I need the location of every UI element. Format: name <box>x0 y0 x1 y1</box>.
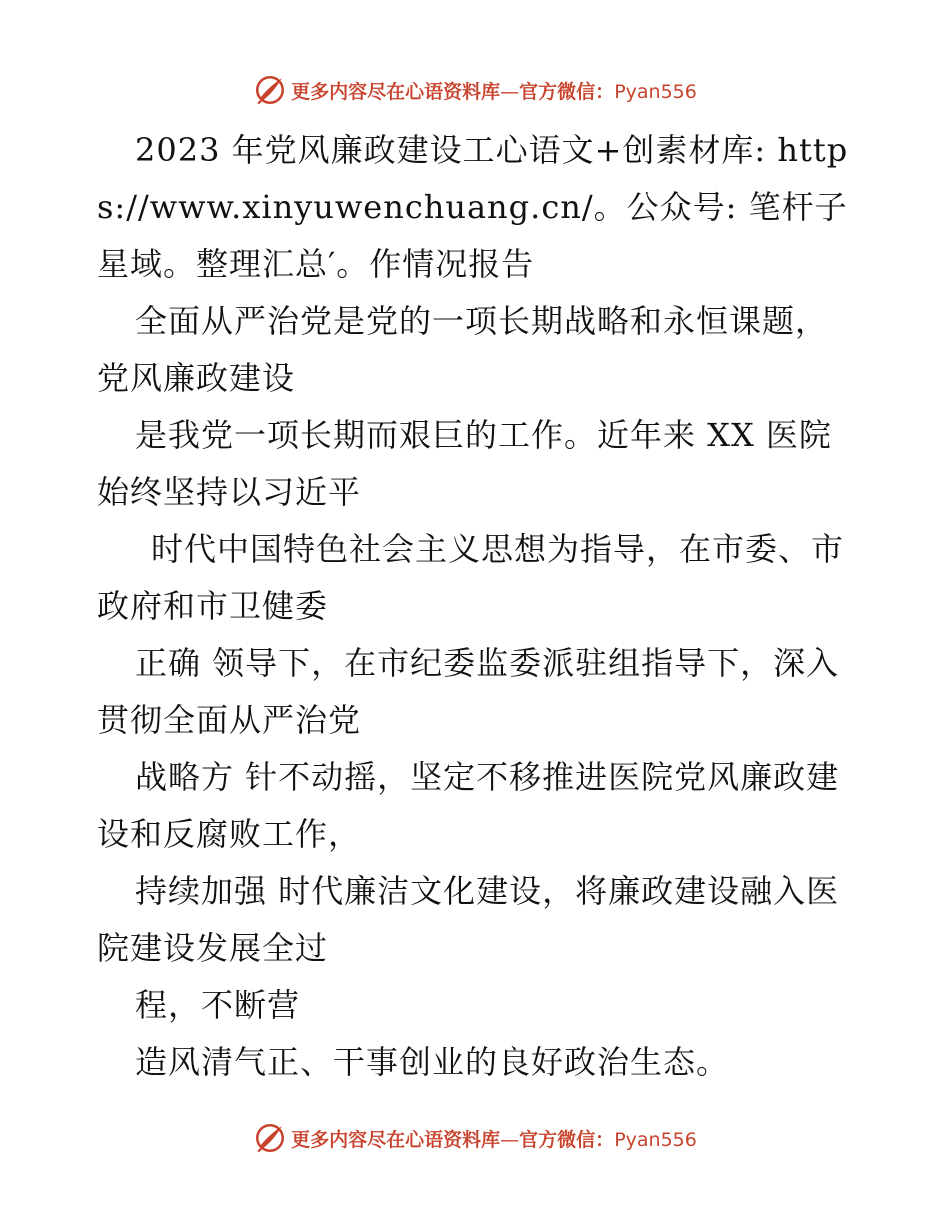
paragraph: 全面从严治党是党的一项长期战略和永恒课题，党风廉政建设 <box>97 302 829 397</box>
paragraph: 程，不断营 <box>135 986 301 1024</box>
watermark-wechat-id: Pyan556 <box>614 80 697 103</box>
watermark-wechat-label: 官方微信： <box>519 1128 615 1151</box>
watermark-separator: — <box>500 1128 520 1151</box>
watermark-wechat-id: Pyan556 <box>614 1128 697 1151</box>
watermark-main-text: 更多内容尽在心语资料库 <box>291 1128 501 1151</box>
paragraph: 战略方 针不动摇，坚定不移推进医院党风廉政建设和反腐败工作， <box>97 758 840 853</box>
paragraph: 是我党一项长期而艰巨的工作。近年来 XX 医院始终坚持以习近平 <box>97 416 832 511</box>
paragraph: 正确 领导下，在市纪委监委派驻组指导下，深入贯彻全面从严治党 <box>97 644 840 739</box>
watermark-text <box>291 1125 697 1152</box>
footer-watermark <box>0 1118 950 1158</box>
watermark-text <box>291 77 697 104</box>
quill-pen-logo-icon <box>253 1121 287 1155</box>
watermark-main-text: 更多内容尽在心语资料库 <box>291 80 501 103</box>
watermark-wechat-label: 官方微信： <box>519 80 615 103</box>
document-body <box>97 122 857 1091</box>
quill-pen-logo-icon <box>253 73 287 107</box>
paragraph: 持续加强 时代廉洁文化建设，将廉政建设融入医院建设发展全过 <box>97 872 840 967</box>
header-watermark <box>0 70 950 110</box>
paragraph: 造风清气正、干事创业的良好政治生态。 <box>135 1043 730 1081</box>
paragraph: 时代中国特色社会主义思想为指导，在市委、市政府和市卫健委 <box>97 530 845 625</box>
paragraph-title: 2023 年党风廉政建设工心语文+创素材库: https://www.xinyuwenchuang.cn/。公众号: 笔杆子星域。整理汇总′。作情况报告 <box>97 131 849 283</box>
watermark-separator: — <box>500 80 520 103</box>
